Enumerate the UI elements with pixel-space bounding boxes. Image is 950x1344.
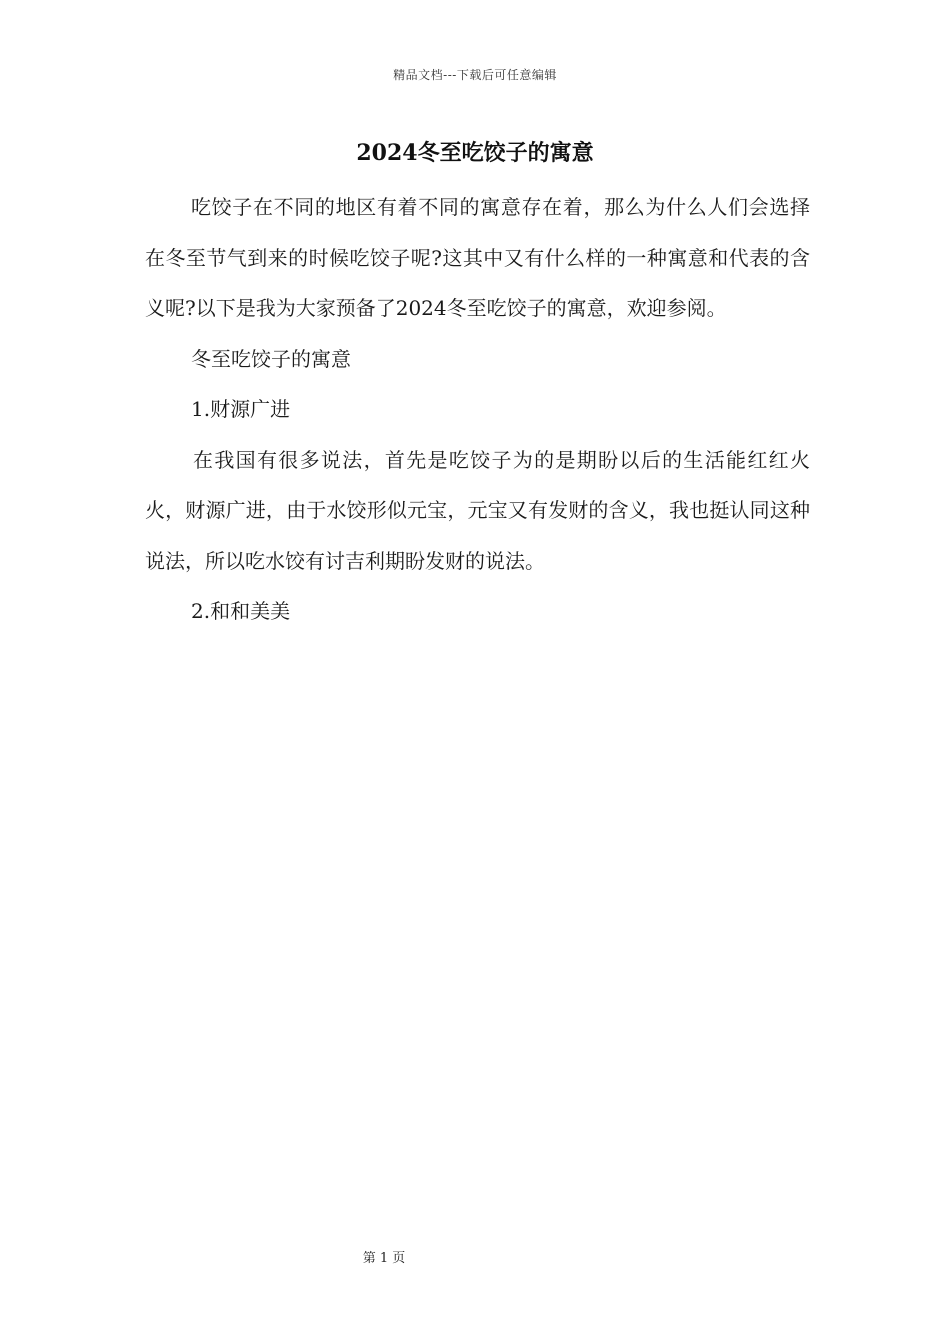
section-heading: 冬至吃饺子的寓意: [191, 346, 351, 371]
paragraph-intro: 吃饺子在不同的地区有着不同的寓意存在着，那么为什么人们会选择在冬至节气到来的时候吃饺子呢?这其中又有什么样的一种寓意和代表的含义呢?以下是我为大家预备了2024冬至吃饺子的寓意，欢迎参阅。: [145, 195, 810, 320]
document-body: [145, 182, 810, 637]
subheading-wealth: 1.财源广进: [191, 397, 291, 421]
document-title: 2024冬至吃饺子的寓意: [356, 140, 594, 166]
page-number: 第 1 页: [362, 1251, 406, 1266]
page-header: 精品文档---下载后可任意编辑: [393, 68, 557, 82]
paragraph-wealth: 在我国有很多说法，首先是吃饺子为的是期盼以后的生活能红红火火，财源广进，由于水饺形似元宝，元宝又有发财的含义，我也挺认同这种说法，所以吃水饺有讨吉利期盼发财的说法。: [145, 447, 810, 573]
subheading-harmony: 2.和和美美: [191, 599, 291, 623]
